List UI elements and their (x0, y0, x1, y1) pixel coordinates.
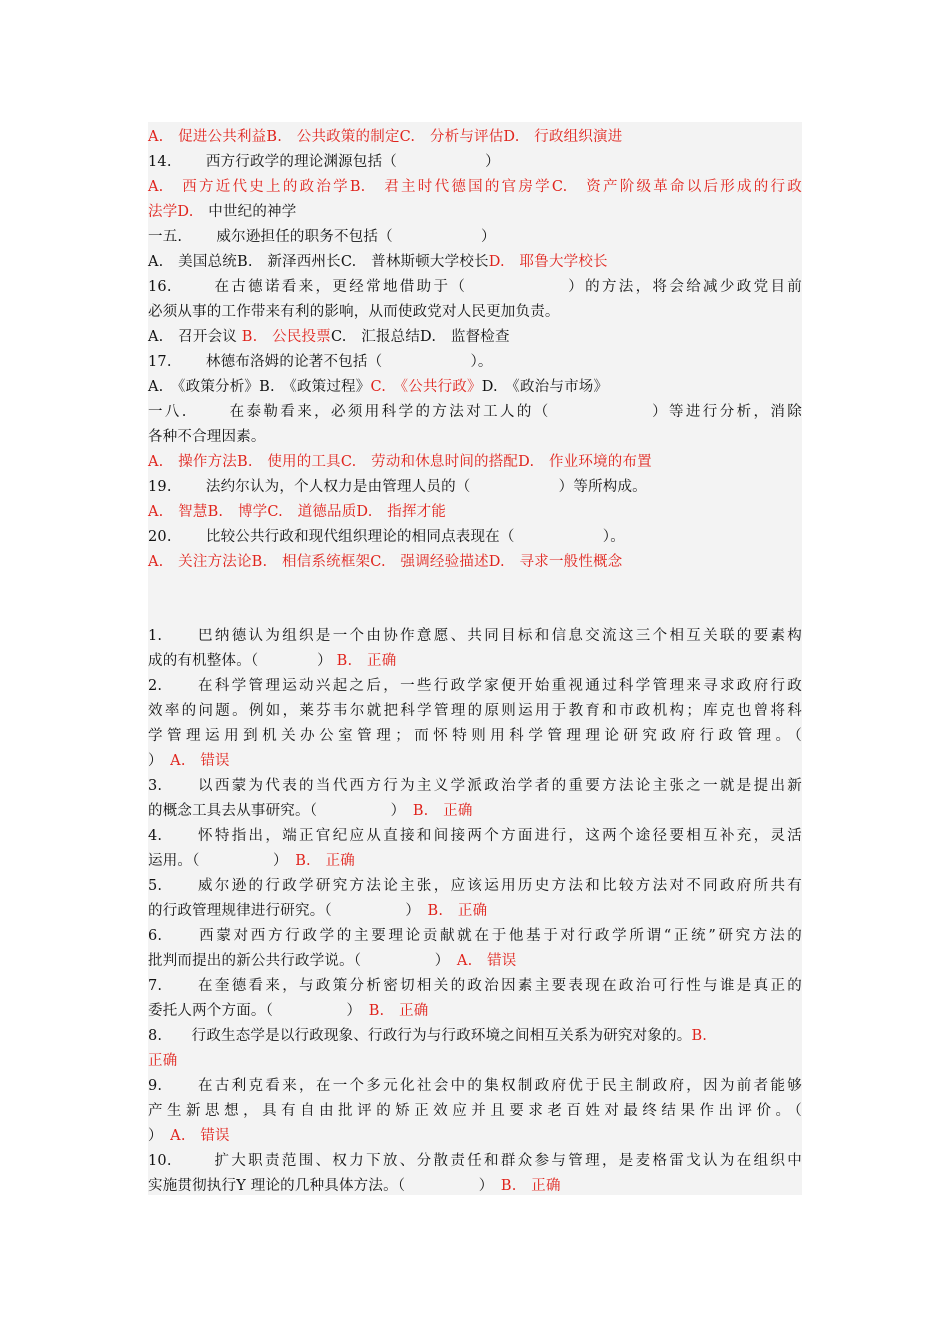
part1-line (148, 225, 802, 250)
question-text: 学管理运用到机关办公室管理；而怀特则用科学管理理论研究政府行政管理。（ (148, 728, 802, 744)
part1-line (148, 475, 802, 500)
answer-text: A. 错误 (456, 953, 517, 969)
question-text: 运用。（ ） (148, 853, 296, 869)
part1-line (148, 425, 802, 450)
answer-text: A. 操作方法B. 使用的工具C. 劳动和休息时间的搭配D. 作业环境的布置 (148, 454, 652, 470)
answer-text: C. 《公共行政》 (370, 379, 482, 395)
answer-text: 正确 (148, 1053, 178, 1069)
part2-line (148, 974, 802, 999)
question-text: C. 汇报总结D. 监督检查 (330, 329, 510, 345)
part2-line (148, 874, 802, 899)
question-text: 14. 西方行政学的理论渊源包括（ ） (148, 154, 500, 170)
part1-line (148, 500, 802, 525)
part1-line (148, 250, 802, 275)
part2-line (148, 624, 802, 649)
part2-line (148, 1174, 802, 1199)
part2-line (148, 674, 802, 699)
question-text: 一五. 威尔逊担任的职务不包括（ ） (148, 229, 496, 245)
part2-line (148, 1024, 802, 1049)
part2-line (148, 649, 802, 674)
answer-text: A. 错误 (170, 753, 230, 769)
part2-line (148, 799, 802, 824)
answer-text: B. 公民投票 (241, 329, 331, 345)
part1-line (148, 325, 802, 350)
question-text: 各种不合理因素。 (148, 429, 266, 445)
question-text: 的行政管理规律进行研究。（ ） (148, 903, 428, 919)
answer-text: A. 促进公共利益B. 公共政策的制定C. 分析与评估D. 行政组织演进 (148, 129, 623, 145)
answer-text: D. 耶鲁大学校长 (488, 254, 608, 270)
part2-line (148, 1099, 802, 1124)
part1-line (148, 550, 802, 575)
part1-line (148, 150, 802, 175)
part2-line (148, 824, 802, 849)
answer-text: B. 正确 (336, 653, 397, 669)
answer-text: B. 正确 (500, 1178, 561, 1194)
question-text: 1. 巴纳德认为组织是一个由协作意愿、共同目标和信息交流这三个相互关联的要素构 (148, 628, 802, 644)
answer-text: B. 正确 (368, 1003, 429, 1019)
question-text: ） (148, 753, 171, 769)
question-text: 19. 法约尔认为，个人权力是由管理人员的（ ）等所构成。 (148, 479, 647, 495)
question-text: D. 《政治与市场》 (481, 379, 609, 395)
part1-line (148, 175, 802, 200)
part2-line (148, 1049, 802, 1074)
answer-text: 法学D. (148, 204, 194, 220)
question-text: 成的有机整体。（ ） (148, 653, 337, 669)
answer-text: B. 正确 (427, 903, 488, 919)
answer-text: A. 错误 (170, 1128, 230, 1144)
question-text: 2. 在科学管理运动兴起之后，一些行政学家便开始重视通过科学管理来寻求政府行政 (148, 678, 802, 694)
question-text: 5. 威尔逊的行政学研究方法论主张，应该运用历史方法和比较方法对不同政府所共有 (148, 878, 802, 894)
question-text: A. 美国总统B. 新泽西州长C. 普林斯顿大学校长 (148, 254, 489, 270)
question-text: 6. 西蒙对西方行政学的主要理论贡献就在于他基于对行政学所谓“正统”研究方法的 (148, 928, 802, 944)
question-text: 8. 行政生态学是以行政现象、行政行为与行政环境之间相互关系为研究对象的。 (148, 1028, 692, 1044)
answer-text: A. 西方近代史上的政治学B. 君主时代德国的官房学C. 资产阶级革命以后形成的行政 (148, 179, 802, 195)
part2-line (148, 724, 802, 749)
part2-line (148, 949, 802, 974)
question-text: 产生新思想，具有自由批评的矫正效应并且要求老百姓对最终结果作出评价。（ (148, 1103, 802, 1119)
question-text: ） (148, 1128, 171, 1144)
answer-text: B. (691, 1028, 708, 1044)
part1-line (148, 125, 802, 150)
part1-line (148, 200, 802, 225)
question-text: 10. 扩大职责范围、权力下放、分散责任和群众参与管理，是麦格雷戈认为在组织中 (148, 1153, 802, 1169)
question-text: 必须从事的工作带来有利的影响，从而使政党对人民更加负责。 (148, 304, 560, 320)
question-text: 实施贯彻执行Y 理论的几种具体方法。（ ） (148, 1178, 501, 1194)
question-text: 3. 以西蒙为代表的当代西方行为主义学派政治学者的重要方法论主张之一就是提出新 (148, 778, 802, 794)
question-text: A. 召开会议 (148, 329, 242, 345)
part1-line (148, 275, 802, 300)
question-text: 7. 在奎德看来，与政策分析密切相关的政治因素主要表现在政治可行性与谁是真正的 (148, 978, 802, 994)
question-text: 委托人两个方面。（ ） (148, 1003, 369, 1019)
part1-line (148, 525, 802, 550)
answer-text: B. 正确 (412, 803, 473, 819)
part1-line (148, 300, 802, 325)
part2-line (148, 699, 802, 724)
answer-text: B. 正确 (295, 853, 355, 869)
part1-line (148, 450, 802, 475)
part2-line (148, 1074, 802, 1099)
part1-line (148, 350, 802, 375)
question-text: 9. 在古利克看来，在一个多元化社会中的集权制政府优于民主制政府，因为前者能够 (148, 1078, 802, 1094)
answer-text: A. 智慧B. 博学C. 道德品质D. 指挥才能 (148, 504, 447, 520)
part1-line (148, 375, 802, 400)
question-text: 中世纪的神学 (193, 204, 297, 220)
question-text: 的概念工具去从事研究。（ ） (148, 803, 413, 819)
question-text: 20. 比较公共行政和现代组织理论的相同点表现在（ ）。 (148, 529, 625, 545)
question-text: 16. 在古德诺看来，更经常地借助于（ ）的方法，将会给减少政党目前 (148, 279, 802, 295)
part2-line (148, 774, 802, 799)
question-text: A. 《政策分析》B. 《政策过程》 (148, 379, 371, 395)
question-text: 批判而提出的新公共行政学说。（ ） (148, 953, 457, 969)
part2-line (148, 1124, 802, 1149)
part2-line (148, 899, 802, 924)
question-text: 4. 怀特指出，端正官纪应从直接和间接两个方面进行，这两个途径要相互补充，灵活 (148, 828, 802, 844)
question-text: 17. 林德布洛姆的论著不包括（ ）。 (148, 354, 493, 370)
part2-line (148, 924, 802, 949)
part2-line (148, 1149, 802, 1174)
part2-line (148, 999, 802, 1024)
part2-line (148, 849, 802, 874)
answer-text: A. 关注方法论B. 相信系统框架C. 强调经验描述D. 寻求一般性概念 (148, 554, 623, 570)
part1-line (148, 400, 802, 425)
part2-line (148, 749, 802, 774)
question-text: 一八. 在泰勒看来，必须用科学的方法对工人的（ ）等进行分析，消除 (148, 404, 802, 420)
question-text: 效率的问题。例如，莱芬韦尔就把科学管理的原则运用于教育和市政机构；库克也曾将科 (148, 703, 802, 719)
